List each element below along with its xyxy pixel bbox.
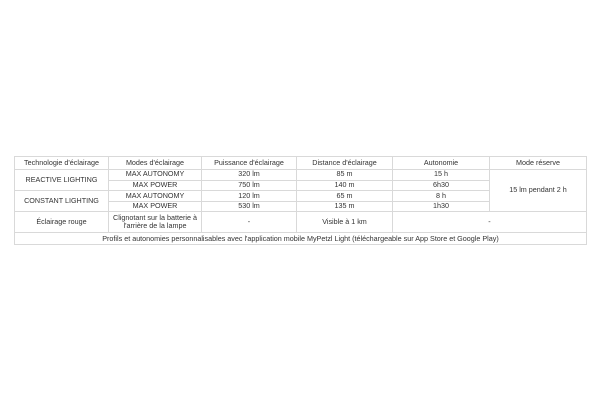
distance-cell: 135 m	[297, 201, 393, 212]
power-cell: 750 lm	[202, 180, 297, 191]
technology-cell-red: Éclairage rouge	[15, 212, 109, 233]
distance-cell: 65 m	[297, 191, 393, 202]
autonomy-cell: 8 h	[393, 191, 490, 202]
power-cell: 120 lm	[202, 191, 297, 202]
autonomy-cell: 15 h	[393, 170, 490, 181]
table-row-red-light	[15, 212, 587, 233]
technology-cell-constant: CONSTANT LIGHTING	[15, 191, 109, 212]
reserve-cell: 15 lm pendant 2 h	[490, 170, 587, 212]
power-cell-red: -	[202, 212, 297, 233]
autonomy-cell: 6h30	[393, 180, 490, 191]
mode-cell: MAX AUTONOMY	[109, 191, 202, 202]
header-reserve: Mode réserve	[490, 157, 587, 170]
power-cell: 320 lm	[202, 170, 297, 181]
mode-cell: MAX AUTONOMY	[109, 170, 202, 181]
lighting-spec-table	[14, 156, 587, 245]
table-footer-row	[15, 233, 587, 245]
mode-cell: MAX POWER	[109, 180, 202, 191]
spec-table-container	[14, 156, 586, 245]
mode-cell: MAX POWER	[109, 201, 202, 212]
power-cell: 530 lm	[202, 201, 297, 212]
header-autonomy: Autonomie	[393, 157, 490, 170]
distance-cell: 140 m	[297, 180, 393, 191]
header-distance: Distance d'éclairage	[297, 157, 393, 170]
distance-cell: 85 m	[297, 170, 393, 181]
autonomy-cell: 1h30	[393, 201, 490, 212]
footer-note: Profils et autonomies personnalisables avec l'application mobile MyPetzl Light (téléchargeable sur App Store et Google Play)	[15, 233, 587, 245]
table-row	[15, 170, 587, 181]
header-modes: Modes d'éclairage	[109, 157, 202, 170]
autonomy-reserve-cell-red: -	[393, 212, 587, 233]
table-header-row	[15, 157, 587, 170]
mode-cell-red: Clignotant sur la batterie à l'arrière de la lampe	[109, 212, 202, 233]
distance-cell-red: Visible à 1 km	[297, 212, 393, 233]
header-technology: Technologie d'éclairage	[15, 157, 109, 170]
header-power: Puissance d'éclairage	[202, 157, 297, 170]
technology-cell-reactive: REACTIVE LIGHTING	[15, 170, 109, 191]
